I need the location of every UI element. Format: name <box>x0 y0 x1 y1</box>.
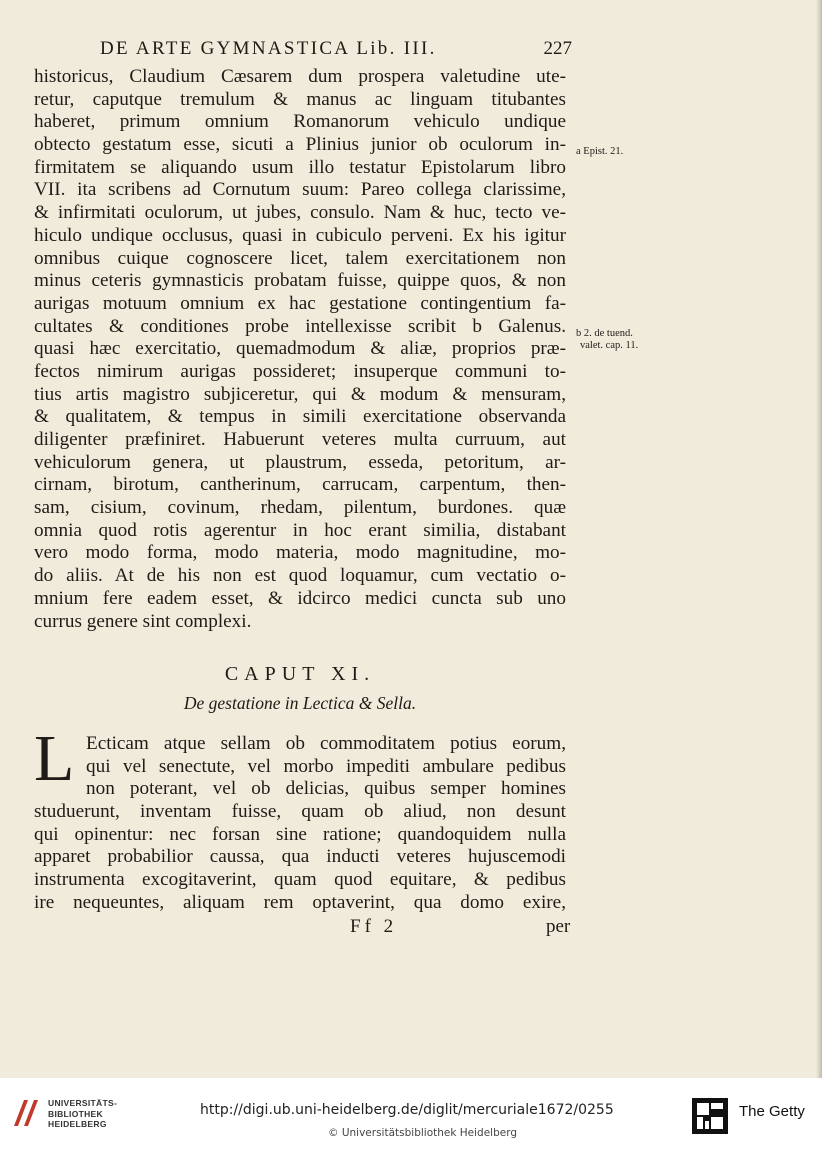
text-line: sam, cisium, covinum, rhedam, pilentum, burdones. quæ <box>34 497 566 519</box>
text-line: qui vel senectute, vel morbo impediti ambulare pedibus <box>86 755 566 777</box>
text-line: qui opinentur: nec forsan sine ratione; quandoquidem nulla <box>34 823 566 845</box>
running-title: DE ARTE GYMNASTICA Lib. III. <box>100 38 437 59</box>
text-line: quasi hæc exercitatio, quemadmodum & aliæ, proprios præ- <box>34 338 566 360</box>
text-line: studuerunt, inventam fuisse, quam ob aliud, non desunt <box>34 801 566 823</box>
text-line: historicus, Claudium Cæsarem dum prospera valetudine ute- <box>34 66 566 87</box>
text-line: Ecticam atque sellam ob commoditatem potius eorum, <box>86 733 566 754</box>
library-name-line2: BIBLIOTHEK <box>48 1108 103 1119</box>
text-line: & qualitatem, & tempus in simili exercitatione observanda <box>34 406 566 428</box>
text-line: apparet probabilior caussa, qua inducti veteres hujuscemodi <box>34 846 566 868</box>
text-line: cultates & conditiones probe intellexisse scribit b Galenus. <box>34 315 566 337</box>
text-line: hiculo undique occlusus, quasi in cubiculo perveni. Ex his igitur <box>34 224 566 246</box>
library-name[interactable] <box>48 1098 117 1130</box>
margin-note-b1: b 2. de tuend. <box>576 328 633 339</box>
text-line: ire nequeuntes, aliquam rem optaverint, qua domo exire, <box>34 891 566 913</box>
text-line: firmitatem se aliquando usum illo testatur Epistolarum libro <box>34 156 566 178</box>
library-name-line1: UNIVERSITÄTS- <box>48 1098 118 1108</box>
permalink-url[interactable]: http://digi.ub.uni-heidelberg.de/diglit/mercuriale1672/0255 <box>200 1102 614 1118</box>
getty-logo-icon[interactable] <box>692 1098 728 1134</box>
paragraph-2 <box>34 722 566 915</box>
text-line: tius artis magistro subjiceretur, qui & modum & mensuram, <box>34 383 566 405</box>
text-line: mnium fere eadem esset, & idcirco medici cuncta sub uno <box>34 587 566 609</box>
text-line: non poterant, vel ob delicias, quibus semper homines <box>86 778 566 800</box>
signature-mark: Ff 2 <box>350 916 398 937</box>
text-line: do aliis. At de his non est quod loquamur, cum vectatio o- <box>34 565 566 587</box>
paragraph-1 <box>34 66 566 633</box>
text-line: vero modo forma, modo materia, modo magnitudine, mo- <box>34 542 566 564</box>
viewer-footer <box>0 1078 822 1149</box>
page-number: 227 <box>543 38 572 59</box>
text-line: instrumenta excogitaverint, quam quod equitare, & pedibus <box>34 869 566 891</box>
text-line: vehiculorum genera, ut plaustrum, esseda, petoritum, ar- <box>34 451 566 473</box>
drop-cap: L <box>34 722 75 795</box>
text-line: omnibus cuique cognoscere licet, talem exercitationem non <box>34 247 566 269</box>
text-line: currus genere sint complexi. <box>34 610 252 632</box>
chapter-title: CAPUT XI. <box>224 663 376 685</box>
text-line: & infirmitati oculorum, ut jubes, consulo. Nam & huc, tecto ve- <box>34 202 566 224</box>
text-line: aurigas motuum omnium ex hac gestatione contingentium fa- <box>34 292 566 314</box>
text-line: minus ceteris gymnasticis probatam fuisse, quippe quos, & non <box>34 270 566 292</box>
text-line: diligenter præfiniret. Habuerunt veteres multa curruum, aut <box>34 429 566 450</box>
getty-label[interactable]: The Getty <box>739 1103 805 1120</box>
margin-note-b2: valet. cap. 11. <box>580 340 639 351</box>
text-line: obtecto gestatum esse, sicuti a Plinius junior ob oculorum in- <box>34 134 566 156</box>
text-line: haberet, primum omnium Romanorum vehiculo undique <box>34 111 566 133</box>
university-library-logo-icon[interactable] <box>10 1096 42 1130</box>
text-line: VII. ita scribens ad Cornutum suum: Pareo collega clarissime, <box>34 179 566 201</box>
copyright-notice: © Universitätsbibliothek Heidelberg <box>328 1127 518 1139</box>
catchword: per <box>546 916 571 937</box>
text-line: omnia quod rotis agerentur in hoc erant similia, distabant <box>34 519 566 541</box>
text-line: retur, caputque tremulum & manus ac linguam titubantes <box>34 88 566 110</box>
text-line: fectos nimirum aurigas possideret; insuperque communi to- <box>34 360 566 382</box>
running-head <box>100 38 572 62</box>
margin-note-a: a Epist. 21. <box>576 146 624 157</box>
library-name-line3: HEIDELBERG <box>48 1119 107 1129</box>
chapter-subtitle: De gestatione in Lectica & Sella. <box>183 693 417 713</box>
text-line: cirnam, birotum, cantherinum, carrucam, carpentum, then- <box>34 474 566 496</box>
